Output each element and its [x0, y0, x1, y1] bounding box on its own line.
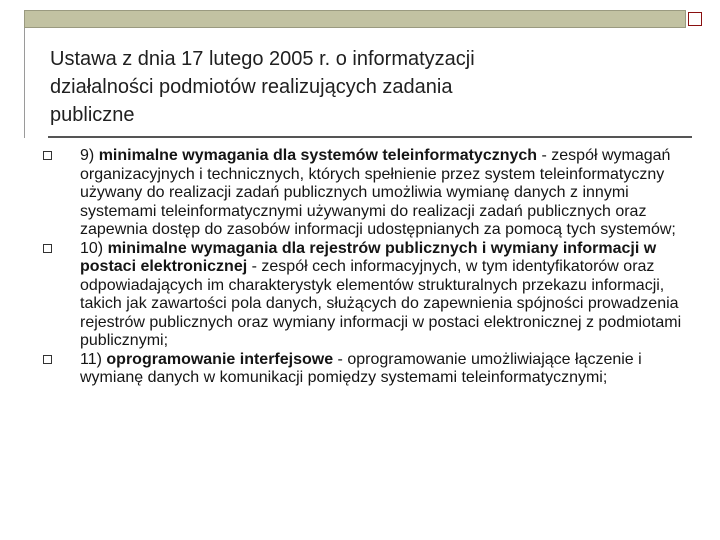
title-line-3: publiczne	[50, 104, 135, 126]
title-divider	[48, 136, 692, 138]
slide-title	[50, 45, 670, 129]
decorative-vertical-line	[24, 28, 25, 138]
decorative-corner-square	[688, 12, 702, 26]
title-line-1: Ustawa z dnia 17 lutego 2005 r. o informatyzacji	[50, 48, 475, 70]
item-number: 9)	[80, 147, 95, 164]
item-term: oprogramowanie interfejsowe	[106, 350, 334, 368]
square-bullet-icon	[43, 355, 52, 364]
decorative-top-bar	[24, 10, 686, 28]
item-term: minimalne wymagania dla systemów teleinformatycznych	[98, 147, 538, 164]
item-term: minimalne wymagania dla rejestrów publicznych i wymiany informacji w postaci elektronicznej	[80, 239, 657, 275]
item-number: 11)	[80, 350, 102, 368]
title-line-2: działalności podmiotów realizujących zadania	[50, 76, 453, 98]
list-item-10	[40, 240, 690, 351]
item-definition: - zespół cech informacyjnych, w tym identyfikatorów oraz odpowiadających im charakterystyk elementów strukturalnych przekazu informacji, takich jak zawartości pola danych, służących do zapewnienia spójności prowadzenia rejestrów publicznych oraz wymiany informacji w postaci elektronicznej z podmiotami publicznymi;	[80, 258, 682, 349]
item-definition: - zespół wymagań organizacyjnych i technicznych, których spełnienie przez system teleinformatyczny używany do realizacji zadań publicznych umożliwia wymianę danych z innymi systemami teleinformatycznymi używanymi do realizacji zadań publicznych oraz zapewnia dostęp do zasobów informacji udostępnianych za pomocą tych systemów;	[80, 147, 676, 238]
item-definition: - oprogramowanie umożliwiające łączenie i wymianę danych w komunikacji pomiędzy systemami teleinformatycznymi;	[80, 350, 642, 386]
list-item-11	[40, 351, 690, 388]
square-bullet-icon	[43, 151, 52, 160]
item-number: 10)	[80, 239, 104, 257]
bullet-list	[40, 147, 690, 388]
square-bullet-icon	[43, 244, 52, 253]
list-item-9	[40, 147, 690, 240]
